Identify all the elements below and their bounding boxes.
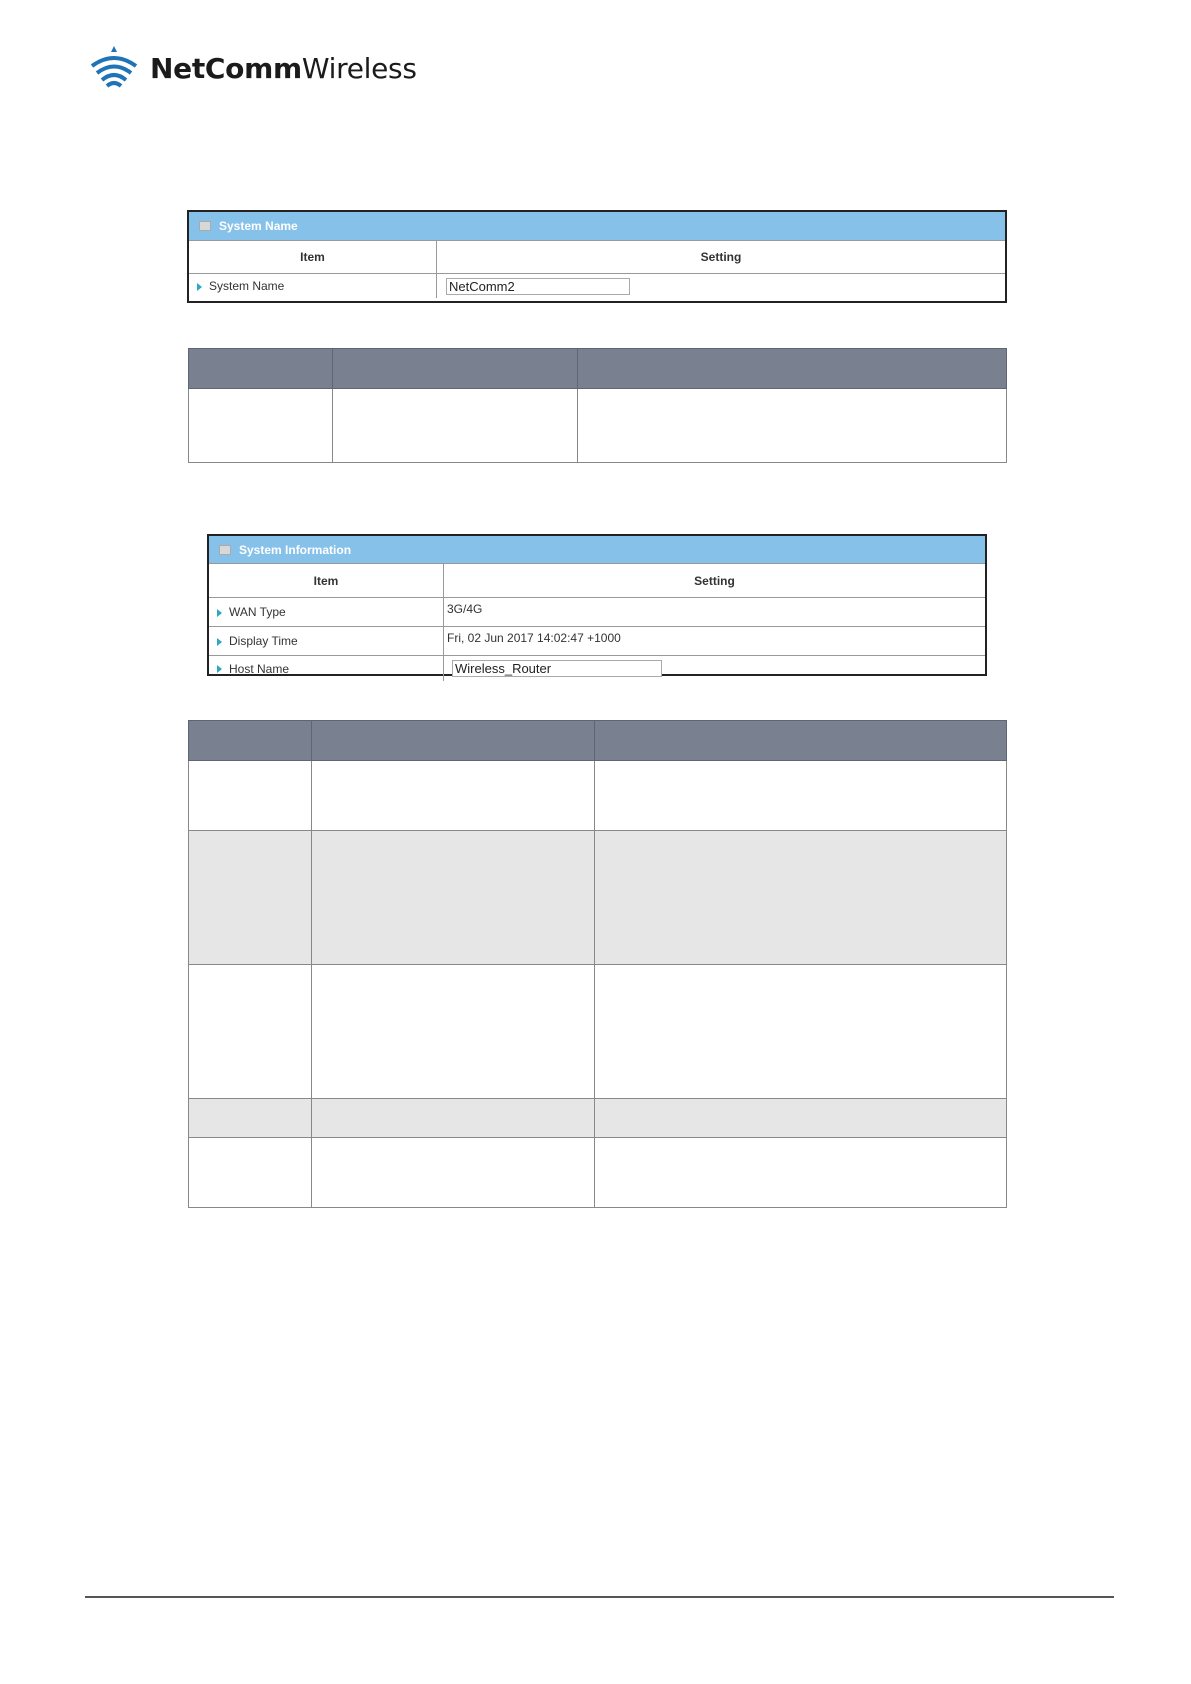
panel-titlebar xyxy=(189,212,1005,240)
table-row xyxy=(189,389,1007,463)
desc-header-cell xyxy=(189,349,333,389)
arrow-icon xyxy=(217,609,222,617)
row-label: Host Name xyxy=(229,661,290,676)
table-row xyxy=(189,965,1007,1099)
table-row xyxy=(209,627,985,656)
desc-header-cell xyxy=(333,349,578,389)
description-table-1 xyxy=(188,348,1007,463)
header-item: Item xyxy=(189,241,437,274)
panel-title: System Name xyxy=(219,219,298,233)
table-row xyxy=(189,274,1005,299)
table-row xyxy=(189,761,1007,831)
header-item: Item xyxy=(209,564,444,598)
table-row xyxy=(189,831,1007,965)
panel-icon xyxy=(219,545,231,555)
wan-type-value: 3G/4G xyxy=(444,598,986,627)
header-setting: Setting xyxy=(437,241,1006,274)
desc-header-cell xyxy=(595,721,1007,761)
table-row xyxy=(209,656,985,682)
row-label: Display Time xyxy=(229,634,298,648)
row-label: System Name xyxy=(189,274,437,299)
header-setting: Setting xyxy=(444,564,986,598)
wifi-logo-icon xyxy=(88,44,140,92)
system-information-panel xyxy=(207,534,987,676)
arrow-icon xyxy=(217,665,222,673)
system-name-input[interactable] xyxy=(446,278,630,295)
table-row xyxy=(189,1099,1007,1138)
footer-divider xyxy=(85,1596,1114,1598)
panel-title: System Information xyxy=(239,542,352,557)
table-row xyxy=(209,598,985,627)
display-time-value: Fri, 02 Jun 2017 14:02:47 +1000 xyxy=(444,627,986,656)
arrow-icon xyxy=(197,283,202,291)
row-label: WAN Type xyxy=(229,605,286,619)
desc-header-cell xyxy=(189,721,312,761)
arrow-icon xyxy=(217,638,222,646)
brand-logo xyxy=(88,44,417,92)
table-row xyxy=(189,1138,1007,1208)
description-table-2 xyxy=(188,720,1007,1208)
brand-name: NetCommWireless xyxy=(150,51,417,85)
panel-titlebar xyxy=(209,536,985,563)
desc-header-cell xyxy=(312,721,595,761)
desc-header-cell xyxy=(578,349,1007,389)
system-name-panel xyxy=(187,210,1007,303)
panel-icon xyxy=(199,221,211,231)
host-name-input[interactable] xyxy=(452,660,662,677)
